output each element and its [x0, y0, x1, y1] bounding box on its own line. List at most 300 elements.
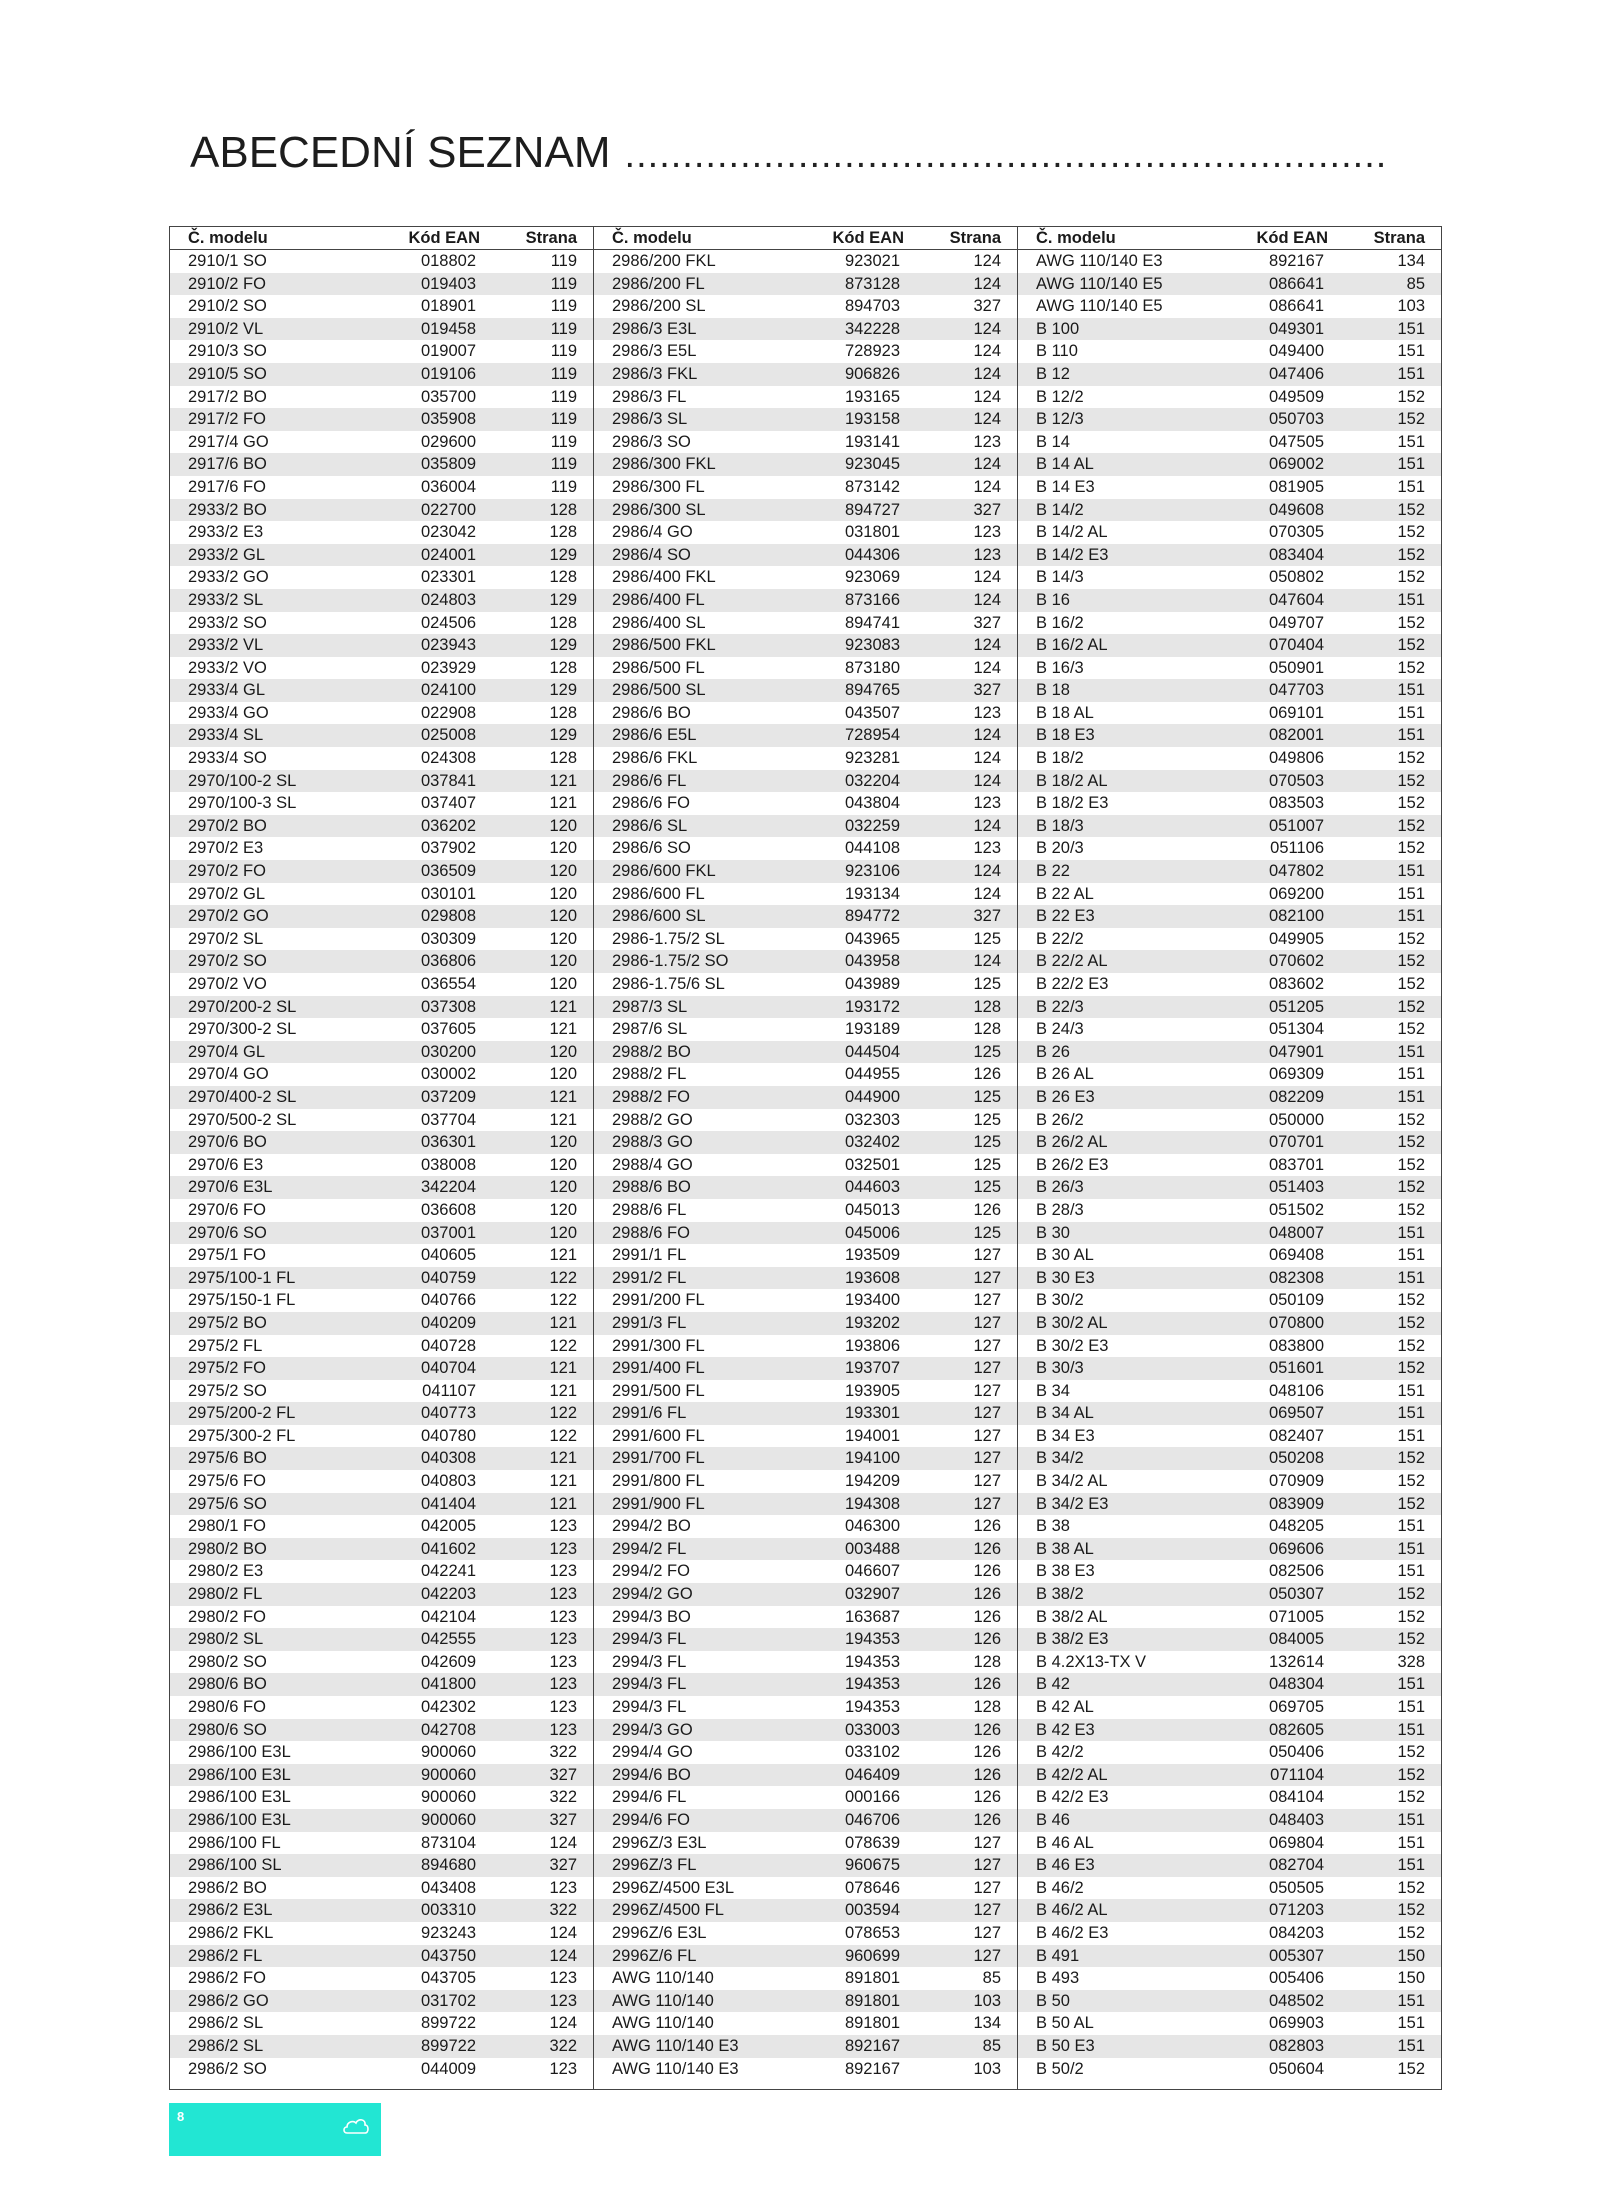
- table-row: [1018, 1312, 1441, 1335]
- table-row: [170, 1176, 593, 1199]
- header-page: Strana: [1373, 229, 1425, 247]
- ean-cell: 050000: [1268, 1110, 1324, 1129]
- table-row: [170, 1447, 593, 1470]
- table-row: [594, 1425, 1017, 1448]
- page-cell: 124: [973, 319, 1001, 338]
- ean-cell: 050505: [1268, 1878, 1324, 1897]
- table-row: [1018, 837, 1441, 860]
- page-cell: 151: [1397, 681, 1425, 700]
- model-cell: B 20/3: [1036, 839, 1084, 858]
- ean-cell: 193134: [844, 884, 900, 903]
- page-cell: 151: [1397, 703, 1425, 722]
- model-cell: 2994/3 BO: [612, 1607, 691, 1626]
- page-cell: 120: [549, 929, 577, 948]
- model-cell: 2975/2 BO: [188, 1313, 267, 1332]
- model-cell: 2975/2 FO: [188, 1359, 266, 1378]
- page-cell: 124: [973, 477, 1001, 496]
- model-cell: 2970/100-2 SL: [188, 771, 297, 790]
- ean-cell: 070800: [1268, 1313, 1324, 1332]
- table-row: [170, 1832, 593, 1855]
- model-cell: B 42 E3: [1036, 1720, 1095, 1739]
- page-cell: 127: [973, 1494, 1001, 1513]
- page-cell: 152: [1397, 1313, 1425, 1332]
- ean-cell: 003488: [844, 1539, 900, 1558]
- model-cell: 2970/2 GL: [188, 884, 266, 903]
- table-row: [1018, 521, 1441, 544]
- ean-cell: 023943: [420, 636, 476, 655]
- model-cell: 2933/2 GL: [188, 545, 266, 564]
- ean-cell: 900060: [420, 1788, 476, 1807]
- page-cell: 123: [549, 1517, 577, 1536]
- ean-cell: 025008: [420, 726, 476, 745]
- ean-cell: 042005: [420, 1517, 476, 1536]
- model-cell: B 34/2 AL: [1036, 1472, 1108, 1491]
- page-cell: 151: [1397, 1223, 1425, 1242]
- model-cell: 2986/100 E3L: [188, 1788, 291, 1807]
- table-row: [170, 792, 593, 815]
- model-cell: B 50 AL: [1036, 2014, 1094, 2033]
- page-cell: 151: [1397, 862, 1425, 881]
- ean-cell: 923281: [844, 749, 900, 768]
- ean-cell: 892167: [844, 2036, 900, 2055]
- model-cell: 2986/3 SL: [612, 410, 688, 429]
- cloud-outline-icon: [341, 2111, 371, 2141]
- model-cell: B 46 E3: [1036, 1856, 1095, 1875]
- ean-cell: 003594: [844, 1901, 900, 1920]
- model-cell: 2975/100-1 FL: [188, 1268, 296, 1287]
- table-row: [1018, 1967, 1441, 1990]
- ean-cell: 193905: [844, 1381, 900, 1400]
- table-row: [594, 860, 1017, 883]
- model-cell: 2917/2 BO: [188, 387, 267, 406]
- model-cell: 2986/2 FO: [188, 1969, 266, 1988]
- ean-cell: 132614: [1268, 1652, 1324, 1671]
- page-cell: 152: [1397, 1178, 1425, 1197]
- table-row: [170, 363, 593, 386]
- ean-cell: 892167: [1268, 252, 1324, 270]
- page-cell: 121: [549, 771, 577, 790]
- page-cell: 151: [1397, 726, 1425, 745]
- page-cell: 128: [549, 500, 577, 519]
- table-row: [1018, 1877, 1441, 1900]
- model-cell: B 26/2 E3: [1036, 1155, 1109, 1174]
- table-row: [170, 1606, 593, 1629]
- table-row: [594, 1199, 1017, 1222]
- page-cell: 121: [549, 794, 577, 813]
- ean-cell: 070602: [1268, 952, 1324, 971]
- model-cell: B 34: [1036, 1381, 1070, 1400]
- table-row: [594, 996, 1017, 1019]
- model-cell: B 18/2 AL: [1036, 771, 1108, 790]
- table-row: [1018, 1380, 1441, 1403]
- table-row: [170, 1854, 593, 1877]
- table-row: [1018, 996, 1441, 1019]
- table-row: [170, 1402, 593, 1425]
- table-row: [170, 1990, 593, 2013]
- header-ean: Kód EAN: [1256, 229, 1328, 247]
- ean-cell: 894703: [844, 297, 900, 316]
- page-cell: 151: [1397, 364, 1425, 383]
- ean-cell: 044306: [844, 545, 900, 564]
- model-cell: 2986/4 GO: [612, 523, 693, 542]
- table-row: [594, 1673, 1017, 1696]
- model-cell: 2910/1 SO: [188, 252, 267, 270]
- page-header: [190, 128, 1540, 188]
- ean-cell: 049905: [1268, 929, 1324, 948]
- model-cell: AWG 110/140: [612, 1991, 714, 2010]
- page-cell: 121: [549, 1087, 577, 1106]
- model-cell: B 34 AL: [1036, 1404, 1094, 1423]
- table-row: [1018, 702, 1441, 725]
- model-cell: 2996Z/4500 FL: [612, 1901, 724, 1920]
- model-cell: B 14/2 AL: [1036, 523, 1108, 542]
- table-row: [1018, 883, 1441, 906]
- ean-cell: 033102: [844, 1743, 900, 1762]
- table-row: [1018, 499, 1441, 522]
- model-cell: 2986/2 FL: [188, 1946, 263, 1965]
- table-row: [1018, 1063, 1441, 1086]
- model-cell: B 34/2: [1036, 1449, 1084, 1468]
- page-cell: 151: [1397, 590, 1425, 609]
- table-row: [594, 1357, 1017, 1380]
- model-cell: 2986-1.75/6 SL: [612, 975, 725, 993]
- table-row: [1018, 1560, 1441, 1583]
- model-cell: 2986/2 FKL: [188, 1923, 274, 1942]
- ean-cell: 082506: [1268, 1562, 1324, 1581]
- page-cell: 120: [549, 1133, 577, 1152]
- model-cell: B 18 E3: [1036, 726, 1095, 745]
- page-cell: 123: [549, 1585, 577, 1604]
- ean-cell: 032259: [844, 816, 900, 835]
- ean-cell: 040773: [420, 1404, 476, 1423]
- page-cell: 152: [1397, 1472, 1425, 1491]
- table-row: [1018, 1199, 1441, 1222]
- model-cell: 2991/200 FL: [612, 1291, 705, 1310]
- table-row: [1018, 905, 1441, 928]
- page-cell: 151: [1397, 455, 1425, 474]
- page-cell: 124: [973, 590, 1001, 609]
- page-cell: 103: [973, 1991, 1001, 2010]
- table-row: [1018, 1832, 1441, 1855]
- model-cell: B 22 E3: [1036, 907, 1095, 926]
- page-cell: 121: [549, 1494, 577, 1513]
- page-cell: 121: [549, 1313, 577, 1332]
- page-cell: 322: [549, 1901, 577, 1920]
- page-cell: 128: [973, 1652, 1001, 1671]
- table-row: [1018, 1719, 1441, 1742]
- model-cell: 2917/4 GO: [188, 432, 269, 451]
- ean-cell: 069408: [1268, 1246, 1324, 1265]
- page-cell: 123: [973, 432, 1001, 451]
- ean-cell: 070305: [1268, 523, 1324, 542]
- ean-cell: 048304: [1268, 1675, 1324, 1694]
- ean-cell: 923243: [420, 1923, 476, 1942]
- ean-cell: 041404: [420, 1494, 476, 1513]
- model-cell: 2910/2 FO: [188, 274, 266, 293]
- model-cell: 2988/2 GO: [612, 1110, 693, 1129]
- page-cell: 123: [549, 1878, 577, 1897]
- page-cell: 128: [973, 997, 1001, 1016]
- table-row: [1018, 1402, 1441, 1425]
- table-row: [1018, 1154, 1441, 1177]
- model-cell: B 14: [1036, 432, 1070, 451]
- table-row: [170, 1719, 593, 1742]
- table-row: [1018, 679, 1441, 702]
- ean-cell: 071005: [1268, 1607, 1324, 1626]
- page-cell: 126: [973, 1539, 1001, 1558]
- page-cell: 151: [1397, 1246, 1425, 1265]
- page-cell: 152: [1397, 929, 1425, 948]
- table-row: [1018, 1335, 1441, 1358]
- page-cell: 124: [549, 1923, 577, 1942]
- model-cell: 2986/300 SL: [612, 500, 706, 519]
- table-row: [170, 1267, 593, 1290]
- table-row: [170, 1425, 593, 1448]
- ean-cell: 193165: [844, 387, 900, 406]
- model-cell: 2980/2 FL: [188, 1585, 263, 1604]
- model-cell: B 34 E3: [1036, 1426, 1095, 1445]
- table-row: [170, 1809, 593, 1832]
- table-row: [1018, 1922, 1441, 1945]
- model-cell: 2994/2 GO: [612, 1585, 693, 1604]
- table-row: [594, 928, 1017, 951]
- ean-cell: 923083: [844, 636, 900, 655]
- table-row: [170, 1109, 593, 1132]
- page-cell: 126: [973, 1765, 1001, 1784]
- model-cell: 2988/3 GO: [612, 1133, 693, 1152]
- ean-cell: 049301: [1268, 319, 1324, 338]
- model-cell: 2917/6 BO: [188, 455, 267, 474]
- ean-cell: 899722: [420, 2036, 476, 2055]
- model-cell: 2933/2 SL: [188, 590, 264, 609]
- page-cell: 125: [973, 975, 1001, 993]
- table-row: [170, 1199, 593, 1222]
- table-row: [1018, 1470, 1441, 1493]
- table-row: [1018, 1945, 1441, 1968]
- page-cell: 119: [550, 297, 577, 316]
- ean-cell: 046706: [844, 1810, 900, 1829]
- ean-cell: 049509: [1268, 387, 1324, 406]
- page-cell: 119: [550, 319, 577, 338]
- ean-cell: 037841: [420, 771, 476, 790]
- page-cell: 125: [973, 1133, 1001, 1152]
- table-row: [1018, 1673, 1441, 1696]
- ean-cell: 003310: [420, 1901, 476, 1920]
- page-cell: 123: [973, 523, 1001, 542]
- table-row: [594, 499, 1017, 522]
- ean-cell: 082209: [1268, 1087, 1324, 1106]
- table-row: [170, 860, 593, 883]
- table-row: [594, 657, 1017, 680]
- model-cell: 2991/6 FL: [612, 1404, 687, 1423]
- ean-cell: 040308: [420, 1449, 476, 1468]
- page-cell: 123: [973, 703, 1001, 722]
- model-cell: 2986/100 FL: [188, 1833, 281, 1852]
- ean-cell: 083800: [1268, 1336, 1324, 1355]
- model-cell: B 18/3: [1036, 816, 1084, 835]
- model-cell: 2986/6 SO: [612, 839, 691, 858]
- model-cell: 2970/6 BO: [188, 1133, 267, 1152]
- page-cell: 103: [973, 2059, 1001, 2078]
- model-cell: B 42 AL: [1036, 1698, 1094, 1716]
- model-cell: 2986/6 SL: [612, 816, 688, 835]
- table-row: [170, 566, 593, 589]
- page-cell: 152: [1397, 952, 1425, 971]
- model-cell: AWG 110/140: [612, 1969, 714, 1988]
- table-row: [170, 431, 593, 454]
- page-cell: 128: [549, 523, 577, 542]
- model-cell: 2991/300 FL: [612, 1336, 705, 1355]
- page-cell: 120: [549, 975, 577, 993]
- model-cell: 2988/2 BO: [612, 1042, 691, 1061]
- table-row: [594, 1312, 1017, 1335]
- table-row: [1018, 973, 1441, 996]
- page-cell: 124: [973, 816, 1001, 835]
- table-row: [170, 499, 593, 522]
- table-row: [1018, 1899, 1441, 1922]
- table-row: [594, 1651, 1017, 1674]
- page-cell: 151: [1397, 1065, 1425, 1084]
- ean-cell: 036554: [420, 975, 476, 993]
- model-cell: 2988/6 BO: [612, 1178, 691, 1197]
- index-column-2: [594, 227, 1018, 2089]
- table-row: [1018, 1447, 1441, 1470]
- page-cell: 120: [549, 1200, 577, 1219]
- ean-cell: 084203: [1268, 1923, 1324, 1942]
- model-cell: 2970/200-2 SL: [188, 997, 297, 1016]
- model-cell: 2933/2 VO: [188, 658, 267, 677]
- table-row: [594, 1447, 1017, 1470]
- table-row: [170, 2035, 593, 2058]
- ean-cell: 873128: [844, 274, 900, 293]
- ean-cell: 042203: [420, 1585, 476, 1604]
- model-cell: B 46/2 E3: [1036, 1923, 1109, 1942]
- page-cell: 127: [973, 1313, 1001, 1332]
- ean-cell: 873166: [844, 590, 900, 609]
- ean-cell: 050109: [1268, 1291, 1324, 1310]
- page-cell: 119: [550, 364, 577, 383]
- ean-cell: 047703: [1268, 681, 1324, 700]
- model-cell: 2933/2 SO: [188, 613, 267, 632]
- table-row: [1018, 1651, 1441, 1674]
- page-cell: 121: [549, 1449, 577, 1468]
- model-cell: B 26 AL: [1036, 1065, 1094, 1084]
- model-cell: AWG 110/140 E3: [612, 2059, 739, 2078]
- page-cell: 151: [1397, 1810, 1425, 1829]
- header-model: Č. modelu: [188, 229, 268, 247]
- model-cell: B 18: [1036, 681, 1070, 700]
- table-row: [170, 679, 593, 702]
- table-row: [594, 1470, 1017, 1493]
- page-cell: 327: [973, 907, 1001, 926]
- page-cell: 121: [549, 1110, 577, 1129]
- table-row: [170, 1673, 593, 1696]
- table-row: [594, 724, 1017, 747]
- model-cell: 2970/4 GL: [188, 1042, 266, 1061]
- table-row: [594, 363, 1017, 386]
- model-cell: B 22 AL: [1036, 884, 1094, 903]
- table-row: [170, 1312, 593, 1335]
- ean-cell: 040209: [420, 1313, 476, 1332]
- model-cell: 2986/200 FKL: [612, 252, 716, 270]
- table-row: [170, 1154, 593, 1177]
- table-row: [594, 905, 1017, 928]
- table-row: [594, 1583, 1017, 1606]
- table-row: [594, 1628, 1017, 1651]
- model-cell: B 16/2: [1036, 613, 1084, 632]
- page-cell: 126: [973, 1743, 1001, 1762]
- page-cell: 124: [973, 726, 1001, 745]
- table-row: [170, 250, 593, 273]
- header-page: Strana: [949, 229, 1001, 247]
- ean-cell: 036806: [420, 952, 476, 971]
- page-cell: 126: [973, 1517, 1001, 1536]
- table-row: [170, 1877, 593, 1900]
- table-row: [1018, 1109, 1441, 1132]
- ean-cell: 078646: [844, 1878, 900, 1897]
- table-row: [170, 1741, 593, 1764]
- ean-cell: 022908: [420, 703, 476, 722]
- table-row: [1018, 273, 1441, 296]
- ean-cell: 044108: [844, 839, 900, 858]
- page-cell: 152: [1397, 1449, 1425, 1468]
- page-cell: 151: [1397, 342, 1425, 361]
- page-cell: 128: [549, 613, 577, 632]
- model-cell: B 30/2 E3: [1036, 1336, 1109, 1355]
- page-cell: 151: [1397, 1404, 1425, 1423]
- model-cell: 2980/6 SO: [188, 1720, 267, 1739]
- ean-cell: 045006: [844, 1223, 900, 1242]
- table-row: [594, 837, 1017, 860]
- page-cell: 125: [973, 1178, 1001, 1197]
- model-cell: 2986/300 FKL: [612, 455, 716, 474]
- page-cell: 120: [549, 1223, 577, 1242]
- model-cell: B 110: [1036, 342, 1078, 361]
- model-cell: 2996Z/3 E3L: [612, 1833, 707, 1852]
- model-cell: 2970/400-2 SL: [188, 1087, 297, 1106]
- ean-cell: 923106: [844, 862, 900, 881]
- table-row: [1018, 1493, 1441, 1516]
- page-cell: 123: [549, 1969, 577, 1988]
- ean-cell: 051106: [1270, 839, 1324, 858]
- ean-cell: 042241: [420, 1562, 476, 1581]
- table-row: [170, 340, 593, 363]
- table-row: [1018, 589, 1441, 612]
- page-cell: 152: [1397, 636, 1425, 655]
- ean-cell: 193400: [844, 1291, 900, 1310]
- model-cell: B 26/2: [1036, 1110, 1084, 1129]
- page-cell: 152: [1397, 658, 1425, 677]
- ean-cell: 194353: [844, 1652, 900, 1671]
- ean-cell: 022700: [420, 500, 476, 519]
- table-row: [594, 634, 1017, 657]
- table-row: [594, 2012, 1017, 2035]
- page-cell: 124: [973, 636, 1001, 655]
- ean-cell: 045013: [844, 1200, 900, 1219]
- page-cell: 119: [550, 410, 577, 429]
- ean-cell: 049400: [1268, 342, 1324, 361]
- ean-cell: 050307: [1268, 1585, 1324, 1604]
- ean-cell: 044009: [420, 2059, 476, 2078]
- table-row: [594, 702, 1017, 725]
- page-cell: 124: [973, 952, 1001, 971]
- model-cell: 2980/2 BO: [188, 1539, 267, 1558]
- model-cell: 2994/6 FO: [612, 1810, 690, 1829]
- ean-cell: 078639: [844, 1833, 900, 1852]
- ean-cell: 193301: [844, 1404, 900, 1423]
- ean-cell: 040803: [420, 1472, 476, 1491]
- page-cell: 152: [1397, 387, 1425, 406]
